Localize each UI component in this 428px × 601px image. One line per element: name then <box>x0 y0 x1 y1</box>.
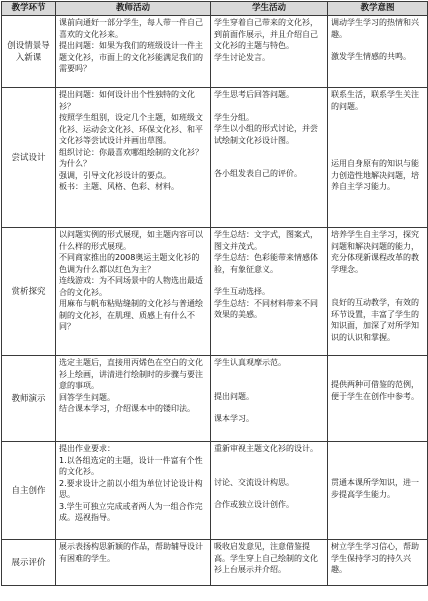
student-cell: 学生穿着自己带来的文化衫，到前面作展示，并且介绍自己文化衫的主题与特色。 学生讨论发言。 <box>211 16 328 88</box>
header-student: 学生活动 <box>211 2 328 16</box>
intent-cell: 培养学生自主学习，探究问题和解决问题的能力，充分体现新课程改革的教学理念。 良好的互动教学，有效的环节设置，丰富了学生的知识面，加深了对所学知识的认识和掌握。 <box>328 228 428 356</box>
table-row <box>2 88 428 228</box>
header-intent: 教学意图 <box>328 2 428 16</box>
intent-cell: 调动学生学习的热情和兴趣。 激发学生情感的共鸣。 <box>328 16 428 88</box>
stage-cell: 教师演示 <box>2 356 56 442</box>
stage-cell: 赏析探究 <box>2 228 56 356</box>
table-row <box>2 228 428 356</box>
teacher-cell: 提出作业要求： 1.以各组选定的主题，设计一件富有个性的文化衫。 2.要求设计之前以小组为单位讨论设计构思。 3.学生可独立完成或者两人为一组合作完成。巡视指导。 <box>56 442 211 540</box>
stage-cell: 尝试设计 <box>2 88 56 228</box>
header-row <box>2 2 428 16</box>
teacher-cell: 选定主题后，直接用丙烯色在空白的文化衫上绘画，讲清进行绘制时的步骤与要注意的事项。 回答学生问题。 结合课本学习，介绍课本中的镂印法。 <box>56 356 211 442</box>
header-stage: 教学环节 <box>2 2 56 16</box>
student-cell: 吸收启发意见，注意借鉴提高。学生穿上自己绘制的文化衫上台展示并介绍。 <box>211 540 328 586</box>
stage-cell: 展示评价 <box>2 540 56 586</box>
intent-cell: 联系生活，联系学生关注的问题。 运用自身原有的知识与能力创造性地解决问题，培养自主学习能力。 <box>328 88 428 228</box>
student-cell: 学生思考后回答问题。 学生分组。 学生以小组的形式讨论，并尝试绘制文化衫设计图。 各小组发表自己的评价。 <box>211 88 328 228</box>
teacher-cell: 课前向通好一部分学生，每人带一件自己喜欢的文化衫来。 提出问题：如果为我们的班级设计一件主题文化衫，市面上的文化衫能满足我们的需要吗？ <box>56 16 211 88</box>
table-row <box>2 16 428 88</box>
student-cell: 重新审视主题文化衫的设计。 讨论、交流设计构思。 合作或独立设计创作。 <box>211 442 328 540</box>
table-row <box>2 540 428 586</box>
teacher-cell: 以问题实例的形式展现，如主题内容可以什么样的形式展现。 不同商家推出的2008奥运主题文化衫的色调为什么都以红色为主？ 连线游戏：为不同场景中的人物选出最适合的文化衫。 用麻布与帆布粘贴缝制的文化衫与普通绘制的文化衫，在肌理、质感上有什么不同？ <box>56 228 211 356</box>
intent-cell: 贯通本课所学知识，进一步提高学生能力。 <box>328 442 428 540</box>
lesson-plan-table <box>1 1 428 586</box>
stage-cell: 创设情景导入新课 <box>2 16 56 88</box>
table-row <box>2 356 428 442</box>
table-row <box>2 442 428 540</box>
teacher-cell: 展示表扬构思新颖的作品，帮助辅导设计有困难的学生。 <box>56 540 211 586</box>
student-cell: 学生总结：文字式，图案式，图文并茂式。 学生总结：色彩能带来情感体验，有象征意义。 学生互动选择。 学生总结：不同材料带来不同效果的美感。 <box>211 228 328 356</box>
stage-cell: 自主创作 <box>2 442 56 540</box>
teacher-cell: 提出问题：如何设计出个性独特的文化衫？ 按照学生组别，设定几个主题，如班级文化衫、运动会文化衫、环保文化衫、和平文化衫等尝试设计并画出草图。 组织讨论：你最喜欢哪组绘制的文化衫？为什么？ 强调，引导文化衫设计的要点。 板书：主题、风格、色彩、材料。 <box>56 88 211 228</box>
intent-cell: 树立学生学习信心，帮助学生保持学习的持久兴趣。 <box>328 540 428 586</box>
header-teacher: 教师活动 <box>56 2 211 16</box>
intent-cell: 提供两种可借鉴的范例，便于学生在创作中参考。 <box>328 356 428 442</box>
student-cell: 学生认真观摩示范。 提出问题。 课本学习。 <box>211 356 328 442</box>
